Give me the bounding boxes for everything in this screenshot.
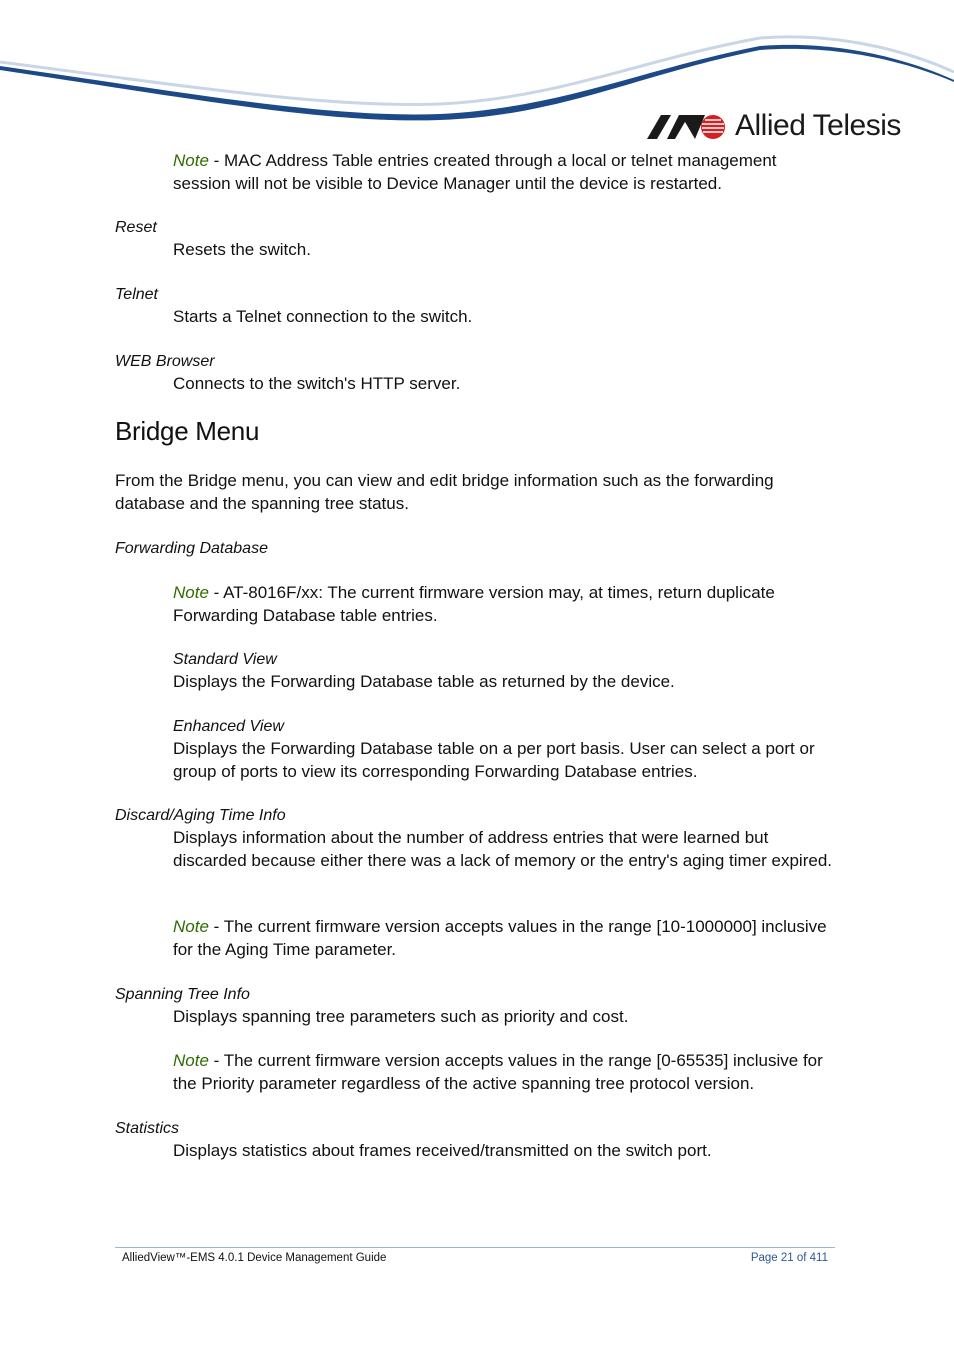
item-desc-reset: Resets the switch. bbox=[173, 240, 311, 259]
item-desc-telnet: Starts a Telnet connection to the switch. bbox=[173, 307, 473, 326]
term-standard-view: Standard View bbox=[173, 651, 277, 668]
note-text: - AT-8016F/xx: The current firmware version may, at times, return duplicate Forwarding Database table entries. bbox=[173, 583, 775, 625]
brand-logo bbox=[645, 108, 901, 144]
desc-enhanced-view: Displays the Forwarding Database table on a per port basis. User can select a port or group of ports to view its corresponding Forwarding Database entries. bbox=[173, 739, 815, 781]
bridge-intro: From the Bridge menu, you can view and edit bridge information such as the forwarding database and the spanning tree status. bbox=[115, 471, 774, 513]
desc-discard-aging: Displays information about the number of address entries that were learned but discarded because either there was a lack of memory or the entry's aging timer expired. bbox=[173, 828, 833, 870]
desc-standard-view: Displays the Forwarding Database table as returned by the device. bbox=[173, 672, 675, 691]
brand-name: Allied Telesis bbox=[735, 109, 901, 142]
footer-page-number: Page 21 of 411 bbox=[750, 1252, 828, 1264]
note-text: - The current firmware version accepts values in the range [0-65535] inclusive for the Priority parameter regardless of the active spanning tree protocol version. bbox=[173, 1051, 823, 1093]
spanning-note bbox=[173, 1050, 833, 1095]
forwarding-note bbox=[173, 582, 833, 627]
footer-title: AlliedView™-EMS 4.0.1 Device Management Guide bbox=[122, 1252, 387, 1264]
discard-note bbox=[173, 916, 833, 961]
item-desc-web-browser: Connects to the switch's HTTP server. bbox=[173, 374, 461, 393]
logo-mark-icon bbox=[645, 111, 729, 141]
intro-note bbox=[173, 150, 833, 195]
term-statistics: Statistics bbox=[115, 1120, 180, 1137]
term-discard-aging: Discard/Aging Time Info bbox=[115, 807, 286, 824]
term-enhanced-view: Enhanced View bbox=[173, 718, 284, 735]
note-text: - The current firmware version accepts values in the range [10-1000000] inclusive for the Aging Time parameter. bbox=[173, 917, 827, 959]
note-label: Note bbox=[173, 1051, 209, 1070]
term-forwarding-database: Forwarding Database bbox=[115, 540, 268, 557]
item-term-reset: Reset bbox=[115, 219, 157, 236]
note-label: Note bbox=[173, 917, 209, 936]
desc-spanning-tree: Displays spanning tree parameters such as priority and cost. bbox=[173, 1007, 629, 1026]
term-spanning-tree: Spanning Tree Info bbox=[115, 986, 250, 1003]
section-heading-bridge-menu: Bridge Menu bbox=[115, 416, 260, 446]
item-term-web-browser: WEB Browser bbox=[115, 353, 215, 370]
note-label: Note bbox=[173, 583, 209, 602]
footer-divider bbox=[115, 1247, 835, 1248]
note-label: Note bbox=[173, 151, 209, 170]
desc-statistics: Displays statistics about frames received/transmitted on the switch port. bbox=[173, 1141, 712, 1160]
item-term-telnet: Telnet bbox=[115, 286, 158, 303]
note-text: - MAC Address Table entries created through a local or telnet management session will not be visible to Device Manager until the device is restarted. bbox=[173, 151, 777, 193]
